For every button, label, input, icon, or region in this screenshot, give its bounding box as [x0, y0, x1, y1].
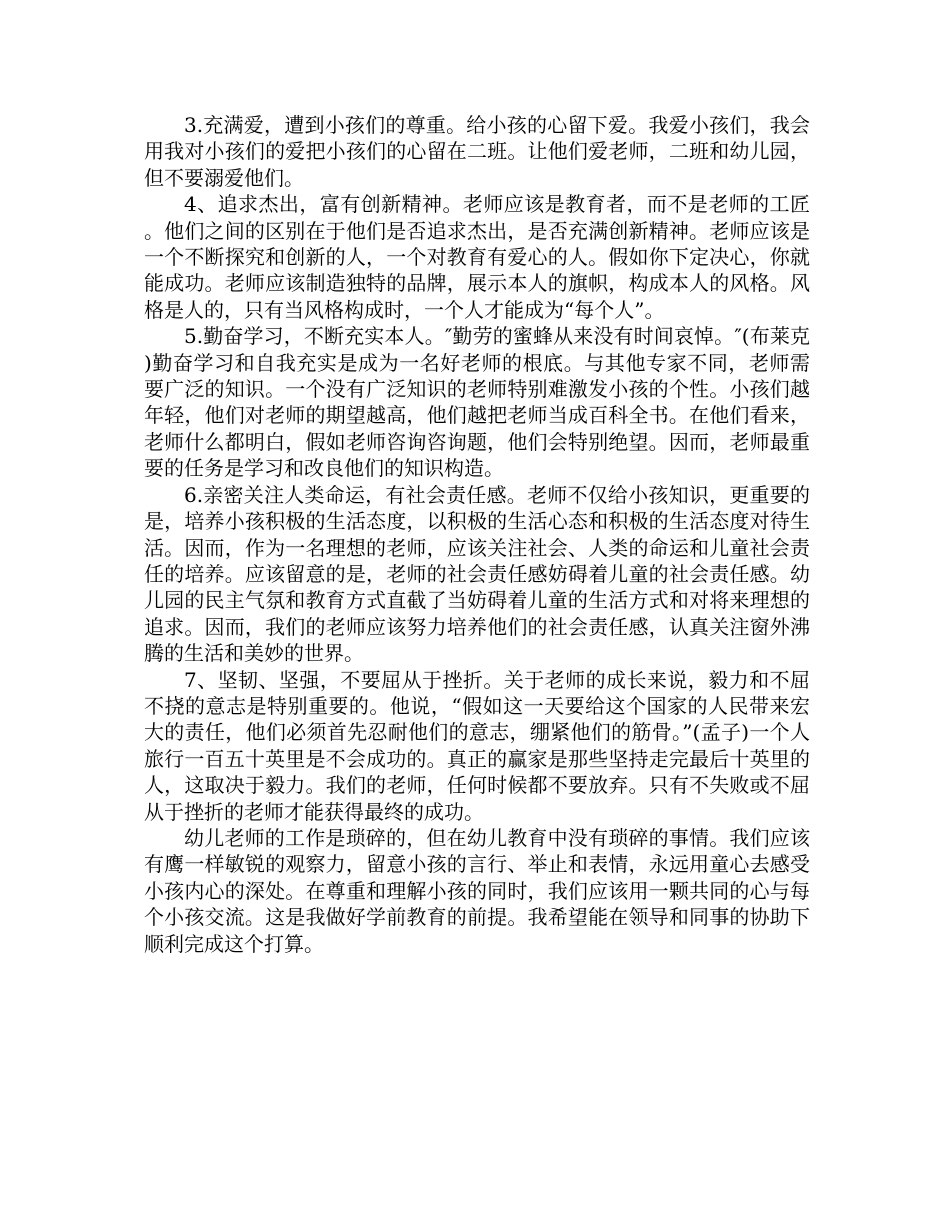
paragraph-perseverance: 7、坚韧、坚强，不要屈从于挫折。关于老师的成长来说，毅力和不屈不挠的意志是特别重要的。他说，“假如这一天要给这个国家的人民带来宏大的责任，他们必须首先忍耐他们的意志，绷紧他们的筋骨。”(孟子)一个人旅行一百五十英里是不会成功的。真正的赢家是那些坚持走完最后十英里的人，这取决于毅力。我们的老师，任何时候都不要放弃。只有不失败或不屈从于挫折的老师才能获得最终的成功。 — [144, 667, 810, 824]
document-page — [144, 112, 810, 957]
paragraph-social-responsibility: 6.亲密关注人类命运，有社会责任感。老师不仅给小孩知识，更重要的是，培养小孩积极的生活态度，以积极的生活心态和积极的生活态度对待生活。因而，作为一名理想的老师，应该关注社会、人类的命运和儿童社会责任的培养。应该留意的是，老师的社会责任感妨碍着儿童的社会责任感。幼儿园的民主气氛和教育方式直截了当妨碍着儿童的生活方式和对将来理想的追求。因而，我们的老师应该努力培养他们的社会责任感，认真关注窗外沸腾的生活和美妙的世界。 — [144, 482, 810, 666]
paragraph-diligent-study: 5.勤奋学习，不断充实本人。″勤劳的蜜蜂从来没有时间哀悼。″(布莱克)勤奋学习和自我充实是成为一名好老师的根底。与其他专家不同，老师需要广泛的知识。一个没有广泛知识的老师特别难激发小孩的个性。小孩们越年轻，他们对老师的期望越高，他们越把老师当成百科全书。在他们看来，老师什么都明白，假如老师咨询咨询题，他们会特别绝望。因而，老师最重要的任务是学习和改良他们的知识构造。 — [144, 324, 810, 481]
paragraph-love-children: 3.充满爱，遭到小孩们的尊重。给小孩的心留下爱。我爱小孩们，我会用我对小孩们的爱把小孩们的心留在二班。让他们爱老师，二班和幼儿园，但不要溺爱他们。 — [144, 113, 810, 190]
paragraph-pursue-excellence: 4、追求杰出，富有创新精神。老师应该是教育者，而不是老师的工匠。他们之间的区别在于他们是否追求杰出，是否充满创新精神。老师应该是一个不断探究和创新的人，一个对教育有爱心的人。假如你下定决心，你就能成功。老师应该制造独特的品牌，展示本人的旗帜，构成本人的风格。风格是人的，只有当风格构成时，一个人才能成为“每个人”。 — [144, 192, 810, 322]
paragraph-conclusion: 幼儿老师的工作是琐碎的，但在幼儿教育中没有琐碎的事情。我们应该有鹰一样敏锐的观察力，留意小孩的言行、举止和表情，永远用童心去感受小孩内心的深处。在尊重和理解小孩的同时，我们应该用一颗共同的心与每个小孩交流。这是我做好学前教育的前提。我希望能在领导和同事的协助下顺利完成这个打算。 — [144, 825, 810, 956]
